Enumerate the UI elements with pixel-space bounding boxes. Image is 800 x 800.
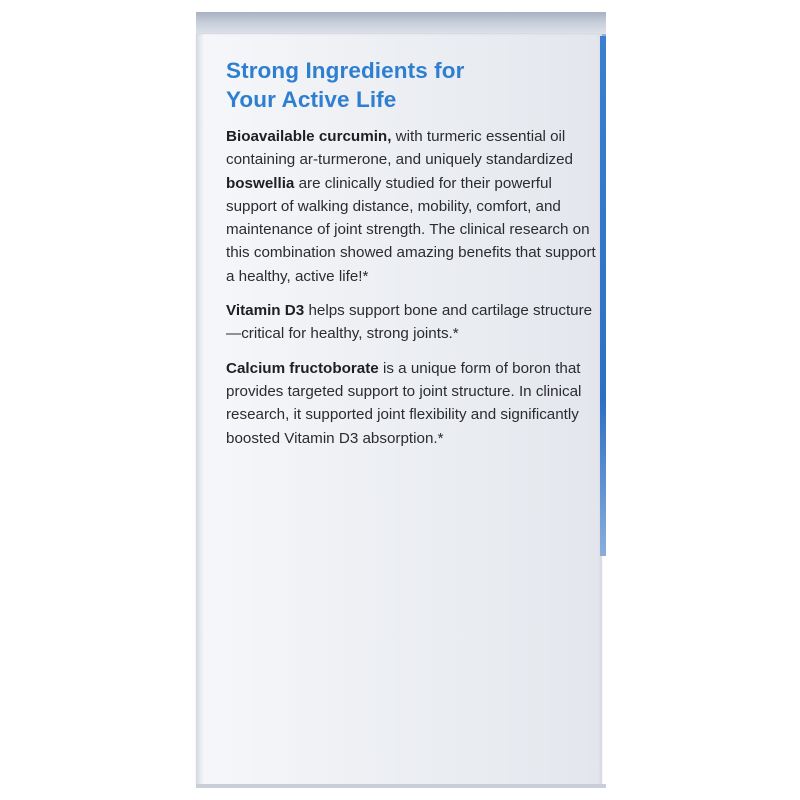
vitamin-d3-text: helps support bone and cartilage structure—critical for healthy, strong joints.* [226, 302, 593, 343]
box-top-face [196, 12, 606, 36]
section-heading [226, 56, 598, 114]
vitamin-d3-bold: Vitamin D3 [226, 302, 305, 320]
calcium-paragraph [226, 357, 598, 450]
box-bottom-edge [196, 784, 606, 788]
heading-line-2: Your Active Life [226, 87, 397, 112]
boswellia-bold: boswellia [226, 174, 295, 192]
curcumin-bold: Bioavailable curcumin, [226, 128, 392, 145]
calcium-bold: Calcium fructoborate [226, 359, 379, 377]
curcumin-text-1: with turmeric essential oil containing ar-turmerone, and uniquely standardized [226, 128, 573, 169]
curcumin-text-2: are clinically studied for their powerful support of walking distance, mobility, comfort, and maintenance of joint strength. The clinical research on this combination showed amazing benefits that support a healthy, active life!* [226, 174, 596, 285]
curcumin-paragraph [226, 125, 598, 288]
vitamin-d3-paragraph [226, 299, 598, 346]
panel-left-shadow [196, 34, 204, 787]
heading-line-1: Strong Ingredients for [226, 58, 465, 83]
panel-content [226, 56, 598, 461]
calcium-text: is a unique form of boron that provides targeted support to joint structure. In clinical research, it supported joint flexibility and significantly boosted Vitamin D3 absorption.* [226, 359, 582, 447]
box-right-edge-stripe [600, 36, 606, 556]
